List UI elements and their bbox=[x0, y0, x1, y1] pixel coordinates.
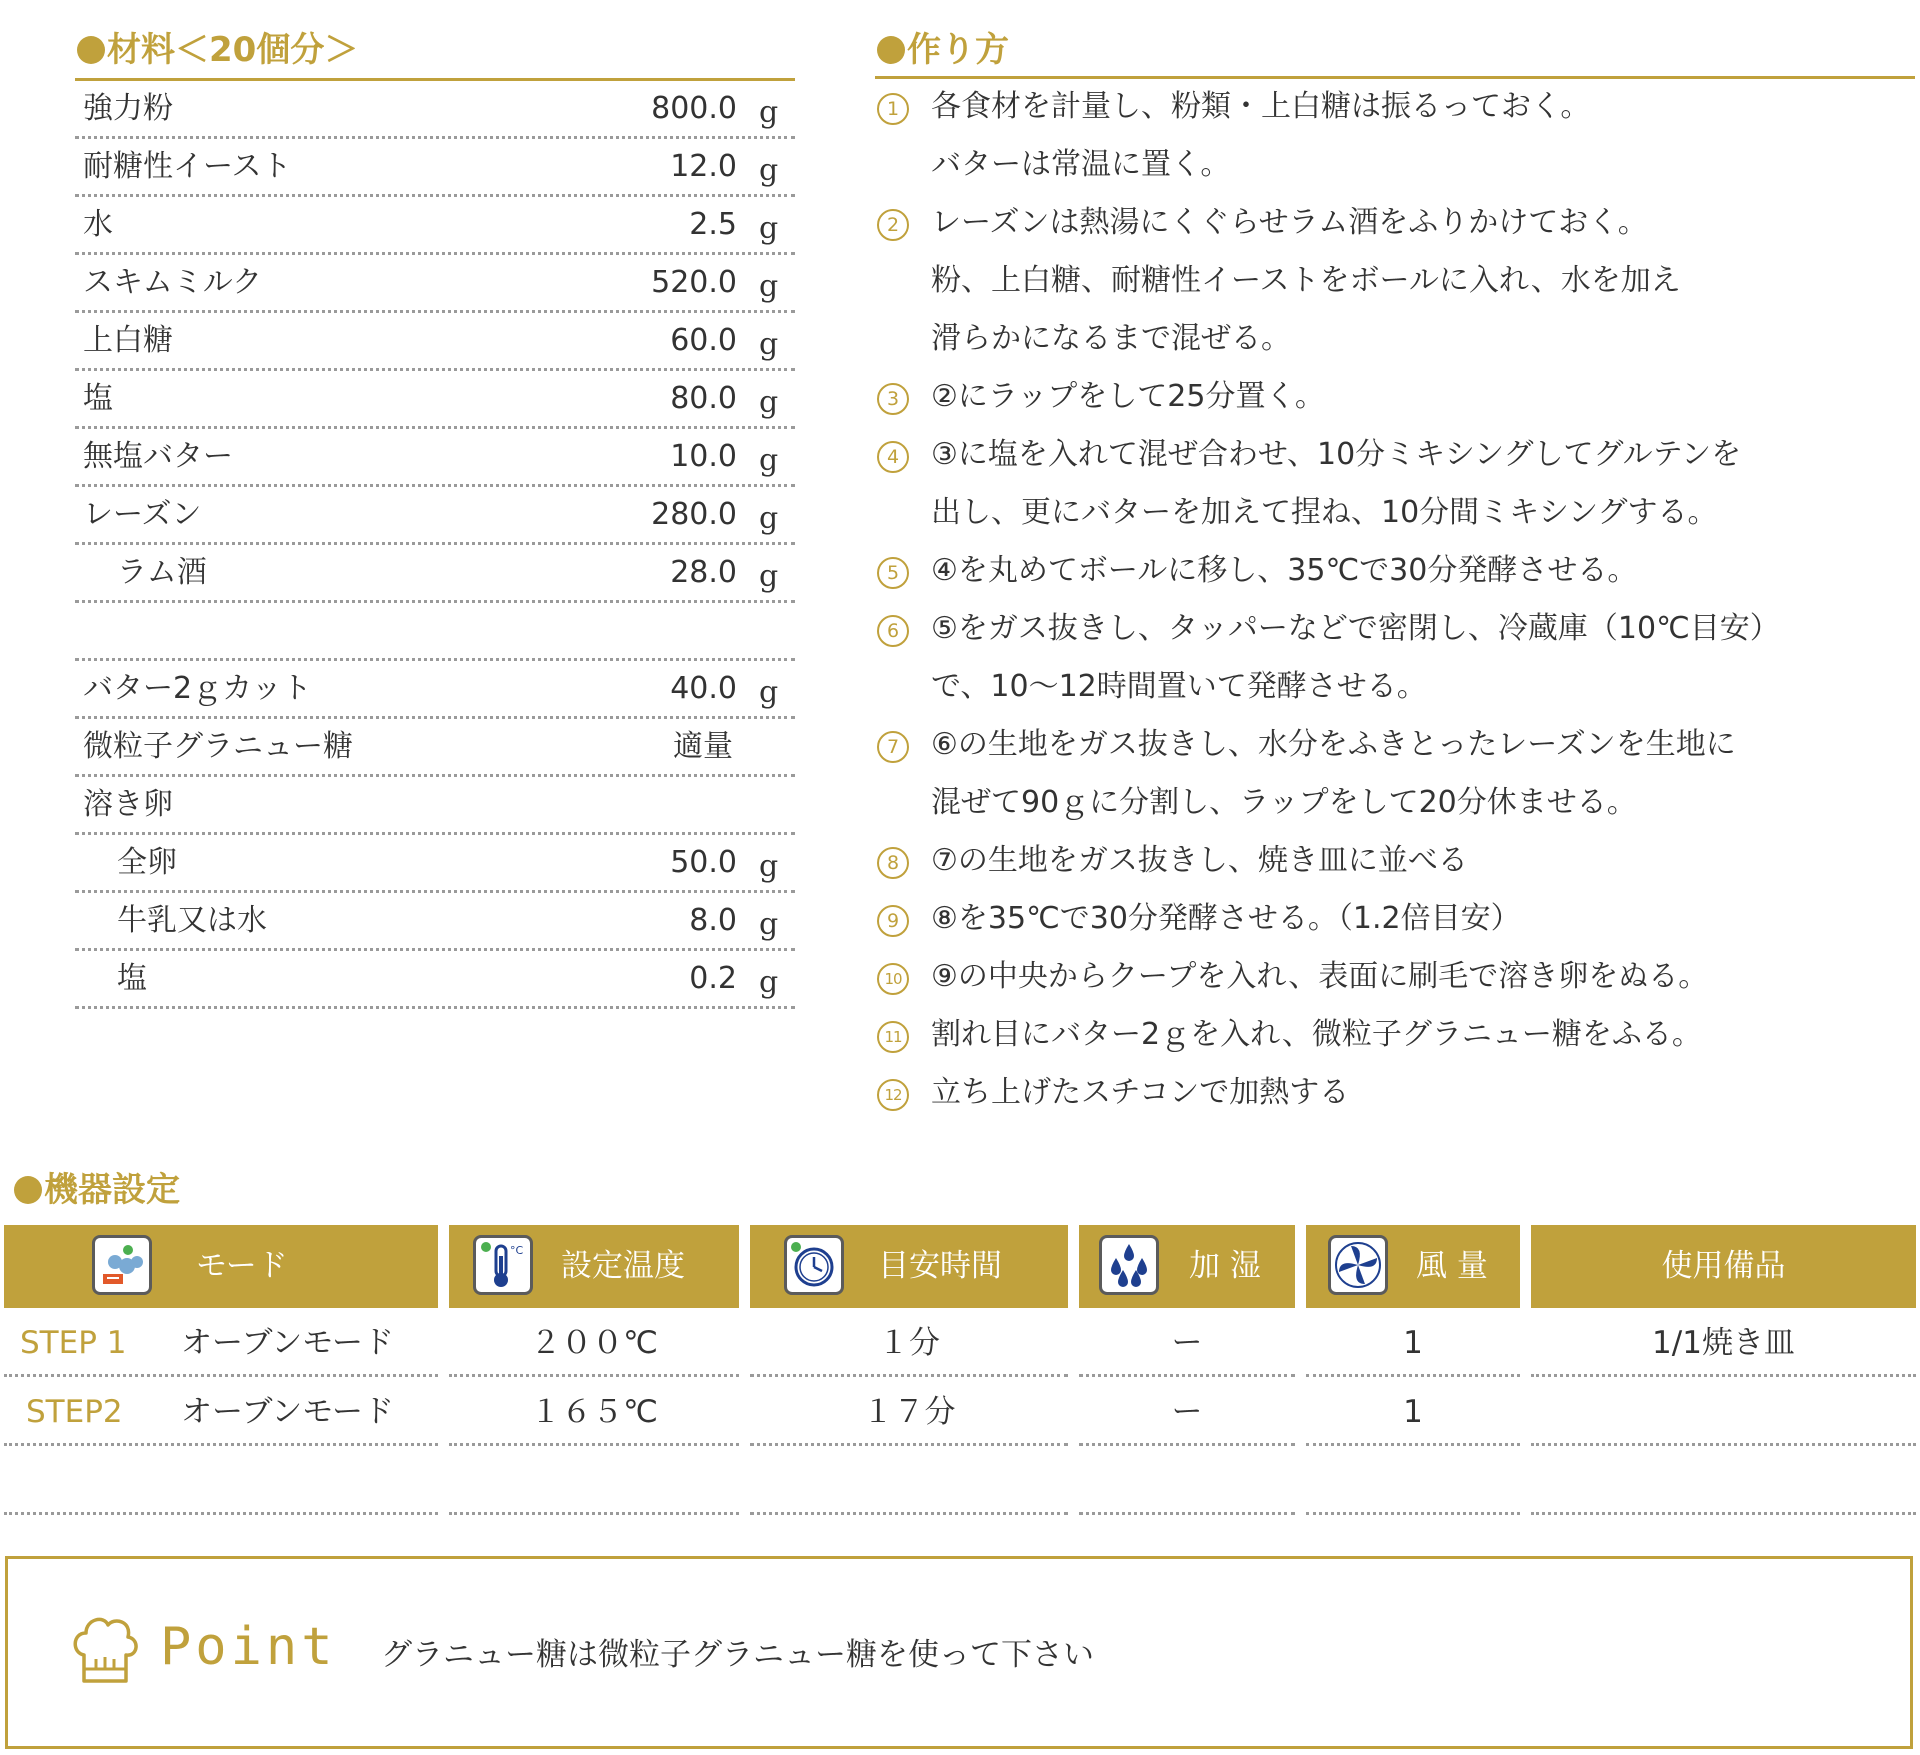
ingredient-row bbox=[75, 429, 795, 487]
tools-header: 使用備品 bbox=[1531, 1225, 1916, 1308]
humidity-cell-2: ー bbox=[1079, 1377, 1295, 1446]
tools-cell-2 bbox=[1531, 1377, 1916, 1446]
ingredient-amount: 800.0 bbox=[651, 91, 737, 126]
ingredient-unit: g bbox=[759, 501, 779, 536]
svg-text:°C: °C bbox=[510, 1244, 524, 1257]
ingredient-amount: 40.0 bbox=[670, 671, 737, 706]
ingredient-name: ラム酒 bbox=[117, 555, 207, 590]
clock-icon bbox=[784, 1235, 844, 1295]
mode-cell-empty bbox=[4, 1446, 438, 1515]
step-2-mode: オーブンモード bbox=[181, 1394, 394, 1430]
humidity-header-label: 加 湿 bbox=[1189, 1248, 1261, 1284]
ingredient-row bbox=[75, 139, 795, 197]
method-step bbox=[875, 716, 1915, 832]
step-text: 各食材を計量し、粉類・上白糖は振るっておく。 bbox=[931, 89, 1591, 124]
ingredient-unit: g bbox=[759, 385, 779, 420]
step-text: ③に塩を入れて混ぜ合わせ、10分ミキシングしてグルテンを bbox=[931, 437, 1742, 472]
humidity-column bbox=[1079, 1225, 1295, 1515]
step-text: 立ち上げたスチコンで加熱する bbox=[931, 1075, 1350, 1110]
ingredient-amount: 12.0 bbox=[670, 149, 737, 184]
bullet-icon bbox=[14, 1176, 42, 1204]
bullet-icon bbox=[877, 36, 905, 64]
ingredients-list bbox=[75, 78, 795, 1009]
ingredient-amount: 520.0 bbox=[651, 265, 737, 300]
ingredient-amount: 8.0 bbox=[689, 903, 737, 938]
temp-cell-1: ２００℃ bbox=[449, 1308, 739, 1377]
step-number-icon: 3 bbox=[877, 383, 909, 415]
ingredient-name: 耐糖性イースト bbox=[83, 149, 292, 184]
method-heading: 作り方 bbox=[877, 30, 1009, 70]
ingredient-name: レーズン bbox=[83, 497, 202, 532]
humidity-header bbox=[1079, 1225, 1295, 1308]
temp-header bbox=[449, 1225, 739, 1308]
equipment-heading: 機器設定 bbox=[14, 1170, 180, 1210]
temp-column bbox=[449, 1225, 739, 1515]
ingredient-row bbox=[75, 777, 795, 835]
ingredient-name: 溶き卵 bbox=[83, 787, 173, 822]
step-text: レーズンは熱湯にくぐらせラム酒をふりかけておく。 bbox=[931, 205, 1648, 240]
ingredient-row bbox=[75, 371, 795, 429]
step-number-icon: 8 bbox=[877, 847, 909, 879]
ingredient-row bbox=[75, 81, 795, 139]
ingredient-amount: 2.5 bbox=[689, 207, 737, 242]
mode-column bbox=[4, 1225, 438, 1515]
ingredient-unit: g bbox=[759, 559, 779, 594]
method-step bbox=[875, 600, 1915, 716]
ingredient-row bbox=[75, 545, 795, 603]
method-step bbox=[875, 78, 1915, 194]
thermometer-icon bbox=[473, 1235, 533, 1295]
ingredient-amount: 適量 bbox=[673, 729, 733, 764]
method-step bbox=[875, 890, 1915, 948]
ingredient-amount: 50.0 bbox=[670, 845, 737, 880]
ingredient-row bbox=[75, 603, 795, 661]
method-step bbox=[875, 948, 1915, 1006]
step-text: 割れ目にバター2ｇを入れ、微粒子グラニュー糖をふる。 bbox=[931, 1017, 1702, 1052]
method-step bbox=[875, 1006, 1915, 1064]
ingredient-amount: 28.0 bbox=[670, 555, 737, 590]
step-number-icon: 6 bbox=[877, 615, 909, 647]
step-text: バターは常温に置く。 bbox=[931, 147, 1231, 182]
ingredient-row bbox=[75, 835, 795, 893]
ingredient-unit: g bbox=[759, 965, 779, 1000]
step-number-icon: 9 bbox=[877, 905, 909, 937]
humidity-cell-1: ー bbox=[1079, 1308, 1295, 1377]
step-text: ②にラップをして25分置く。 bbox=[931, 379, 1325, 414]
ingredient-name: 牛乳又は水 bbox=[117, 903, 267, 938]
ingredient-unit: g bbox=[759, 153, 779, 188]
point-label: Point bbox=[160, 1617, 337, 1677]
step-text: 混ぜて90ｇに分割し、ラップをして20分休ませる。 bbox=[931, 785, 1637, 820]
step-text: 出し、更にバターを加えて捏ね、10分間ミキシングする。 bbox=[931, 495, 1718, 530]
time-header bbox=[750, 1225, 1068, 1308]
fan-cell-empty bbox=[1306, 1446, 1520, 1515]
temp-cell-empty bbox=[449, 1446, 739, 1515]
method-step bbox=[875, 1064, 1915, 1122]
fan-icon bbox=[1328, 1235, 1388, 1295]
method-step bbox=[875, 426, 1915, 542]
ingredient-amount: 0.2 bbox=[689, 961, 737, 996]
ingredient-unit: g bbox=[759, 675, 779, 710]
step-text: ⑧を35℃で30分発酵させる。（1.2倍目安） bbox=[931, 901, 1521, 936]
time-column bbox=[750, 1225, 1068, 1515]
ingredient-row bbox=[75, 661, 795, 719]
chef-hat-icon bbox=[70, 1609, 142, 1693]
ingredient-name: 強力粉 bbox=[83, 91, 173, 126]
ingredient-unit: g bbox=[759, 443, 779, 478]
step-text: ⑦の生地をガス抜きし、焼き皿に並べる bbox=[931, 843, 1468, 878]
step-number-icon: 5 bbox=[877, 557, 909, 589]
ingredient-row bbox=[75, 255, 795, 313]
ingredient-unit: g bbox=[759, 327, 779, 362]
ingredient-unit: g bbox=[759, 95, 779, 130]
humidity-cell-empty bbox=[1079, 1446, 1295, 1515]
step-1-label: STEP 1 bbox=[20, 1325, 127, 1361]
ingredient-unit: g bbox=[759, 211, 779, 246]
step-1-mode: オーブンモード bbox=[181, 1325, 394, 1361]
fan-header bbox=[1306, 1225, 1520, 1308]
tools-cell-empty bbox=[1531, 1446, 1916, 1515]
step-number-icon: 11 bbox=[877, 1021, 909, 1053]
step-number-icon: 12 bbox=[877, 1079, 909, 1111]
ingredient-amount: 10.0 bbox=[670, 439, 737, 474]
ingredient-name: 水 bbox=[83, 207, 113, 242]
step-text: 粉、上白糖、耐糖性イーストをボールに入れ、水を加え bbox=[931, 263, 1681, 298]
step-text: ⑥の生地をガス抜きし、水分をふきとったレーズンを生地に bbox=[931, 727, 1736, 762]
ingredient-row bbox=[75, 487, 795, 545]
tools-column bbox=[1531, 1225, 1916, 1515]
ingredient-name: 無塩バター bbox=[83, 439, 233, 474]
ingredient-amount: 280.0 bbox=[651, 497, 737, 532]
mode-cell-1 bbox=[4, 1308, 438, 1377]
time-cell-2: １７分 bbox=[750, 1377, 1068, 1446]
ingredient-row bbox=[75, 197, 795, 255]
step-text: ⑨の中央からクープを入れ、表面に刷毛で溶き卵をぬる。 bbox=[931, 959, 1709, 994]
fan-cell-2: 1 bbox=[1306, 1377, 1520, 1446]
ingredient-name: スキムミルク bbox=[83, 265, 263, 300]
step-number-icon: 7 bbox=[877, 731, 909, 763]
fan-cell-1: 1 bbox=[1306, 1308, 1520, 1377]
time-cell-empty bbox=[750, 1446, 1068, 1515]
method-step bbox=[875, 832, 1915, 890]
ingredient-unit: g bbox=[759, 849, 779, 884]
point-text: グラニュー糖は微粒子グラニュー糖を使って下さい bbox=[381, 1637, 1094, 1673]
step-2-label: STEP2 bbox=[26, 1394, 123, 1430]
method-steps bbox=[875, 78, 1915, 1122]
method-step bbox=[875, 368, 1915, 426]
mode-header bbox=[4, 1225, 438, 1308]
ingredient-name: 塩 bbox=[83, 381, 113, 416]
point-box bbox=[5, 1556, 1913, 1749]
temp-header-label: 設定温度 bbox=[561, 1248, 685, 1284]
ingredient-row bbox=[75, 313, 795, 371]
ingredient-amount: 60.0 bbox=[670, 323, 737, 358]
fan-header-label: 風 量 bbox=[1416, 1248, 1488, 1284]
step-number-icon: 1 bbox=[877, 93, 909, 125]
mode-header-label: モード bbox=[196, 1248, 288, 1284]
ingredient-name: 塩 bbox=[117, 961, 147, 996]
method-step bbox=[875, 542, 1915, 600]
step-number-icon: 4 bbox=[877, 441, 909, 473]
time-cell-1: １分 bbox=[750, 1308, 1068, 1377]
ingredient-row bbox=[75, 719, 795, 777]
ingredient-row bbox=[75, 951, 795, 1009]
step-text: 滑らかになるまで混ぜる。 bbox=[931, 321, 1291, 356]
ingredient-unit: g bbox=[759, 269, 779, 304]
step-text: で、10～12時間置いて発酵させる。 bbox=[931, 669, 1427, 704]
ingredient-row bbox=[75, 893, 795, 951]
fan-column bbox=[1306, 1225, 1520, 1515]
temp-cell-2: １６５℃ bbox=[449, 1377, 739, 1446]
step-text: ④を丸めてボールに移し、35℃で30分発酵させる。 bbox=[931, 553, 1638, 588]
steam-mode-icon bbox=[92, 1235, 152, 1295]
ingredient-name: 微粒子グラニュー糖 bbox=[83, 729, 353, 764]
ingredients-heading: 材料＜20個分＞ bbox=[77, 30, 358, 70]
mode-cell-2 bbox=[4, 1377, 438, 1446]
ingredient-amount: 80.0 bbox=[670, 381, 737, 416]
step-number-icon: 2 bbox=[877, 209, 909, 241]
tools-cell-1: 1/1焼き皿 bbox=[1531, 1308, 1916, 1377]
ingredient-unit: g bbox=[759, 907, 779, 942]
step-number-icon: 10 bbox=[877, 963, 909, 995]
ingredient-name: 上白糖 bbox=[83, 323, 173, 358]
ingredient-name: 全卵 bbox=[117, 845, 177, 880]
ingredient-name: バター2ｇカット bbox=[83, 671, 312, 706]
step-text: ⑤をガス抜きし、タッパーなどで密閉し、冷蔵庫（10℃目安） bbox=[931, 611, 1780, 646]
water-drops-icon bbox=[1099, 1235, 1159, 1295]
bullet-icon bbox=[77, 36, 105, 64]
method-step bbox=[875, 194, 1915, 368]
time-header-label: 目安時間 bbox=[878, 1248, 1002, 1284]
